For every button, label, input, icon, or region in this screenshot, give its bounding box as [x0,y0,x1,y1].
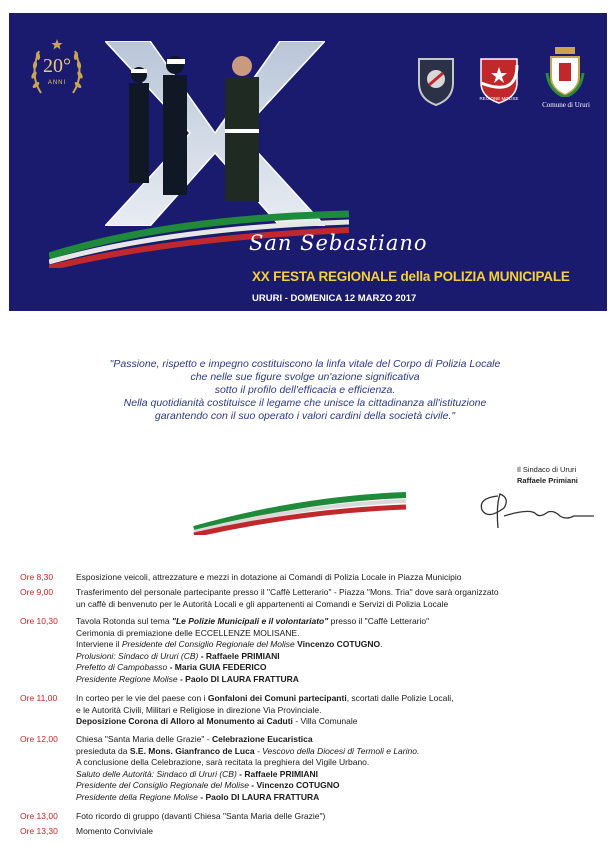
schedule-lines [76,734,419,803]
schedule-line [76,780,419,792]
schedule-line [76,757,419,769]
schedule-text: Esposizione veicoli, attrezzature e mezzi in dotazione ai Comandi di Polizia Locale in Piazza Municipio [76,572,462,582]
schedule-line [76,662,429,674]
schedule-line [76,811,325,823]
schedule-text: - Paolo DI LAURA FRATTURA [200,791,320,802]
region-logo-label: REGIONE MOLISE [479,96,519,101]
anniversary-number: 20° [43,55,71,77]
schedule-lines [76,693,453,728]
schedule-text: - Vincenzo COTUGNO [251,780,340,790]
schedule-text: Momento Conviviale [76,826,154,836]
schedule-line [76,716,453,728]
comune-label: Comune di Ururi [542,101,590,109]
schedule-time: Ore 13,00 [20,811,58,821]
quote-line: Nella quotidianità costituisce il legame che unisce la cittadinanza all'istituzione [123,397,487,409]
comune-coat-of-arms-icon [545,45,585,97]
schedule-time: Ore 13,30 [20,826,58,836]
tricolor-swoosh [190,485,410,535]
schedule-text: Presidente del Consiglio Regionale del Molise [76,780,252,790]
schedule-text: In corteo per le vie del paese con i [76,693,208,703]
schedule-line [76,616,429,628]
police-shield-icon [415,55,457,107]
schedule-text: Presidente Regione Molise [76,673,180,684]
schedule-text: Deposizione Corona di Alloro al Monumento ai Caduti [76,716,293,726]
schedule-lines [76,587,499,610]
quote-block [60,358,550,423]
schedule-line [76,746,419,758]
schedule-line [76,651,429,663]
schedule-lines [76,572,462,584]
schedule-line [76,734,419,746]
schedule-text: Tavola Rotonda sul tema [76,616,172,626]
quote-line: sotto il profilo dell'efficacia e efficienza. [214,384,396,396]
schedule-text: Chiesa "Santa Maria delle Grazie" - [76,734,212,744]
schedule-text: un caffè di benvenuto per le Autorità Locali e gli appartenenti ai Comandi e Servizi di Polizia Locale [76,598,449,609]
schedule-text: Prolusioni: Sindaco di Ururi (CB) [76,650,201,661]
event-subtitle: URURI - DOMENICA 12 MARZO 2017 [252,293,417,304]
schedule-line [76,769,419,781]
schedule-text: S.E. Mons. Gianfranco de Luca [129,745,255,756]
schedule-lines [76,616,429,685]
schedule-text: presso il "Caffè Letterario" [328,616,430,626]
mayor-name: Raffaele Primiani [517,476,578,485]
schedule-time: Ore 11,00 [20,693,58,703]
schedule-text: e le Autorità Civili, Militari e Religiose in direzione Via Provinciale. [76,704,322,715]
mayor-title: Il Sindaco di Ururi [517,465,577,474]
schedule-text: "Le Polizie Municipali e il volontariato" [171,616,329,626]
schedule-text: - Raffaele PRIMIANI [200,650,280,661]
schedule-time: Ore 9,00 [20,587,54,597]
schedule-text: - Maria GUIA FEDERICO [169,662,267,672]
schedule-text: - Vescovo della Diocesi di Termoli e Larino. [254,745,420,756]
event-banner [9,13,607,311]
event-title: XX FESTA REGIONALE della POLIZIA MUNICIPALE [252,269,570,284]
schedule-text: Presidente del Consiglio Regionale del Molise [121,639,298,649]
schedule-text: - Paolo DI LAURA FRATTURA [179,673,299,684]
schedule-line [76,792,419,804]
schedule-line [76,639,429,651]
xx-officers-photo [105,41,325,226]
schedule-lines [76,811,325,823]
schedule-time: Ore 8,30 [20,572,54,582]
schedule-text: Celebrazione Eucaristica [211,734,313,744]
mayor-signature [470,486,600,531]
schedule-text: A conclusione della Celebrazione, sarà recitata la preghiera del Vigile Urbano. [76,757,370,767]
schedule-text: Cerimonia di premiazione delle ECCELLENZE MOLISANE. [76,627,300,638]
schedule-text: Saluto delle Autorità: Sindaco di Ururi (CB) [76,768,240,779]
schedule-text: presieduta da [76,745,130,756]
schedule-text: Interviene il [76,639,122,649]
quote-line: "Passione, rispetto e impegno costituiscono la linfa vitale del Corpo di Polizia Locale [109,358,501,370]
script-title: San Sebastiano [249,231,428,255]
schedule-text: Vincenzo COTUGNO [297,639,381,649]
schedule-text: - Raffaele PRIMIANI [239,768,319,779]
schedule-text: , scortati dalle Polizie Locali, [346,693,454,703]
schedule-text: Foto ricordo di gruppo (davanti Chiesa "Santa Maria delle Grazie") [76,811,326,821]
schedule-line [76,572,462,584]
quote-line: che nelle sue figure svolge un'azione significativa [190,371,420,383]
schedule-time: Ore 10,30 [20,616,58,626]
schedule-text: Prefetto di Campobasso [76,662,170,672]
schedule-text: Trasferimento del personale partecipante presso il "Caffè Letterario" - Piazza "Mons. Tria" dove sarà organizzato [76,587,499,597]
schedule-line [76,705,453,717]
schedule-line [76,599,499,611]
anniversary-emblem [27,35,87,105]
schedule-lines [76,826,153,838]
schedule-line [76,674,429,686]
quote-line: garantendo con il suo operato i valori cardini della società civile." [154,410,456,422]
anniversary-label: ANNI [47,80,67,86]
schedule-text: . [380,639,383,649]
schedule-line [76,826,153,838]
schedule-line [76,693,453,705]
schedule-text: Gonfaloni dei Comuni partecipanti [207,693,347,703]
schedule-text: - Villa Comunale [292,716,358,726]
schedule-line [76,628,429,640]
schedule-time: Ore 12,00 [20,734,58,744]
schedule-line [76,587,499,599]
schedule-text: Presidente della Regione Molise [76,791,201,802]
